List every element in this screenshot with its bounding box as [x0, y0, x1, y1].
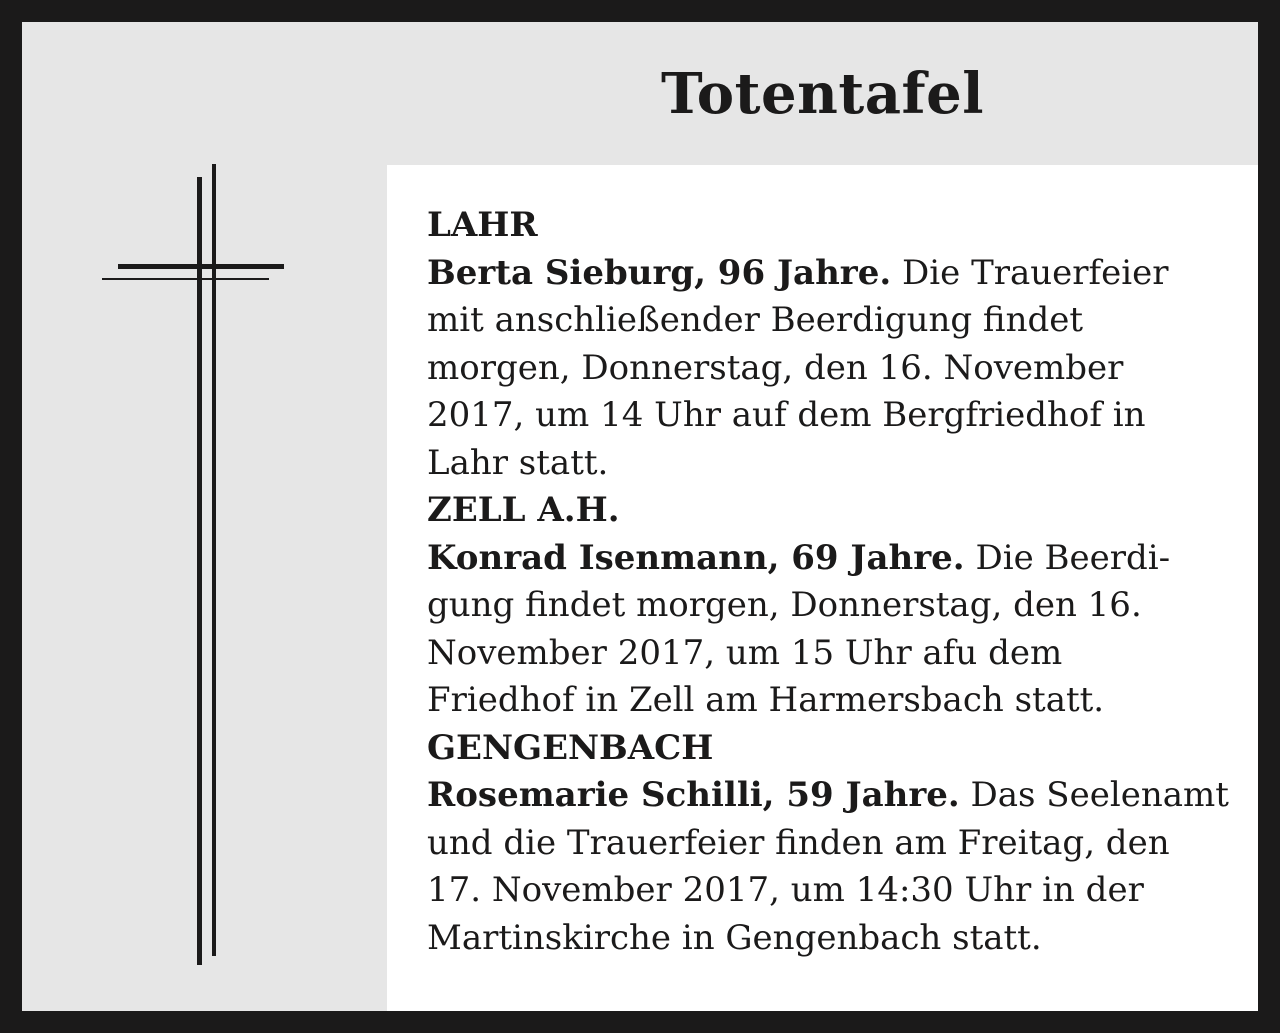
entry-line: gung findet morgen, Donnerstag, den 16.: [427, 585, 1142, 625]
entry-place: GENGENBACH: [427, 727, 714, 768]
entry-line: 17. November 2017, um 14:30 Uhr in der: [427, 870, 1144, 910]
entry-line: 2017, um 14 Uhr auf dem Bergfriedhof in: [427, 395, 1146, 435]
entry-name: Berta Sieburg, 96 Jahre.: [427, 252, 892, 293]
entry-place: LAHR: [427, 205, 538, 245]
entry-text: [427, 250, 1248, 488]
entry-line: Das Seelenamt: [970, 775, 1229, 815]
obituary-board: [22, 22, 1258, 1011]
obituary-entry-gengenbach: [427, 725, 1248, 963]
entry-line: Martinskirche in Gengenbach statt.: [427, 917, 1042, 958]
entry-line: Friedhof in Zell am Harmersbach statt.: [427, 680, 1105, 720]
obituary-entry-lahr: [427, 202, 1248, 487]
entry-text: [427, 535, 1248, 725]
entry-line: November 2017, um 15 Uhr afu dem: [427, 632, 1063, 673]
obituary-entry-zell: [427, 487, 1248, 725]
entry-text: [427, 772, 1248, 962]
entry-line: Lahr statt.: [427, 442, 609, 483]
entry-line: mit anschließender Beerdigung findet: [427, 300, 1084, 340]
entry-name: Konrad Isenmann, 69 Jahre.: [427, 537, 965, 578]
entry-place: ZELL A.H.: [427, 490, 620, 530]
entry-line: morgen, Donnerstag, den 16. November: [427, 347, 1124, 388]
entry-line: Die Trauerfeier: [902, 252, 1169, 293]
obituary-list: [387, 165, 1258, 1011]
entry-line: Die Beerdi-: [975, 537, 1171, 578]
page-title: Totentafel: [661, 61, 984, 127]
cross-icon: [22, 22, 322, 1011]
entry-name: Rosemarie Schilli, 59 Jahre.: [427, 775, 960, 815]
entry-line: und die Trauerfeier finden am Freitag, den: [427, 822, 1170, 863]
